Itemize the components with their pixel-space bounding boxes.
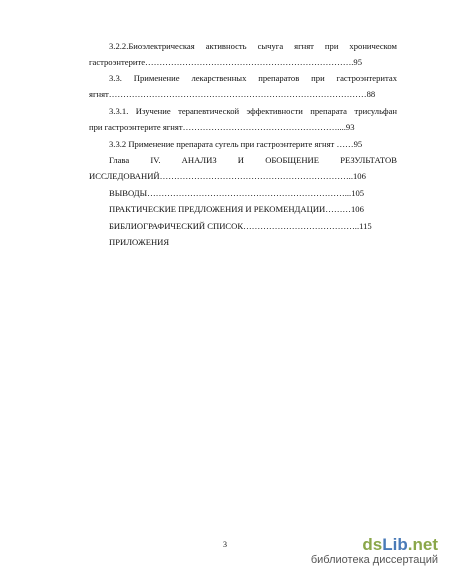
toc-entry-bibliography: БИБЛИОГРАФИЧЕСКИЙ СПИСОК…………………………………..115 bbox=[109, 221, 372, 231]
toc-entry-chapter-4-cont: ИССЛЕДОВАНИЙ…………………………………………………………..106 bbox=[89, 171, 366, 181]
page-number: 3 bbox=[223, 540, 227, 549]
dslib-watermark bbox=[311, 536, 438, 567]
toc-entry-3-3: 3.3. Применение лекарственных препаратов при гастроэнтеритах bbox=[109, 73, 397, 83]
toc-entry-3-3-cont: ягнят………………………………………………………………………………88 bbox=[89, 89, 376, 99]
toc-entry-3-3-2: 3.3.2 Применение препарата сугель при гастроэнтерите ягнят ……95 bbox=[109, 139, 363, 149]
dslib-logo: dsLib.net bbox=[362, 535, 438, 554]
toc-entry-3-3-1: 3.3.1. Изучение терапевтической эффективности препарата трисульфан bbox=[109, 106, 397, 116]
toc-entry-3-2-2-cont: гастроэнтерите……………………………………………………………….95 bbox=[89, 57, 363, 67]
toc-entry-3-3-1-cont: при гастроэнтерите ягнят………………………………………………....93 bbox=[89, 122, 355, 132]
toc-entry-chapter-4: Глава IV. АНАЛИЗ И ОБОБЩЕНИЕ РЕЗУЛЬТАТОВ bbox=[109, 155, 397, 165]
toc-entry-3-2-2: 3.2.2.Биоэлектрическая активность сычуга ягнят при хроническом bbox=[109, 41, 397, 51]
toc-entry-recommendations: ПРАКТИЧЕСКИЕ ПРЕДЛОЖЕНИЯ И РЕКОМЕНДАЦИИ………106 bbox=[109, 204, 364, 214]
dslib-subtitle: библиотека диссертаций bbox=[310, 554, 438, 566]
toc-entry-appendices: ПРИЛОЖЕНИЯ bbox=[109, 237, 170, 247]
toc-entry-conclusions: ВЫВОДЫ……………………………………………………………...105 bbox=[109, 188, 365, 198]
